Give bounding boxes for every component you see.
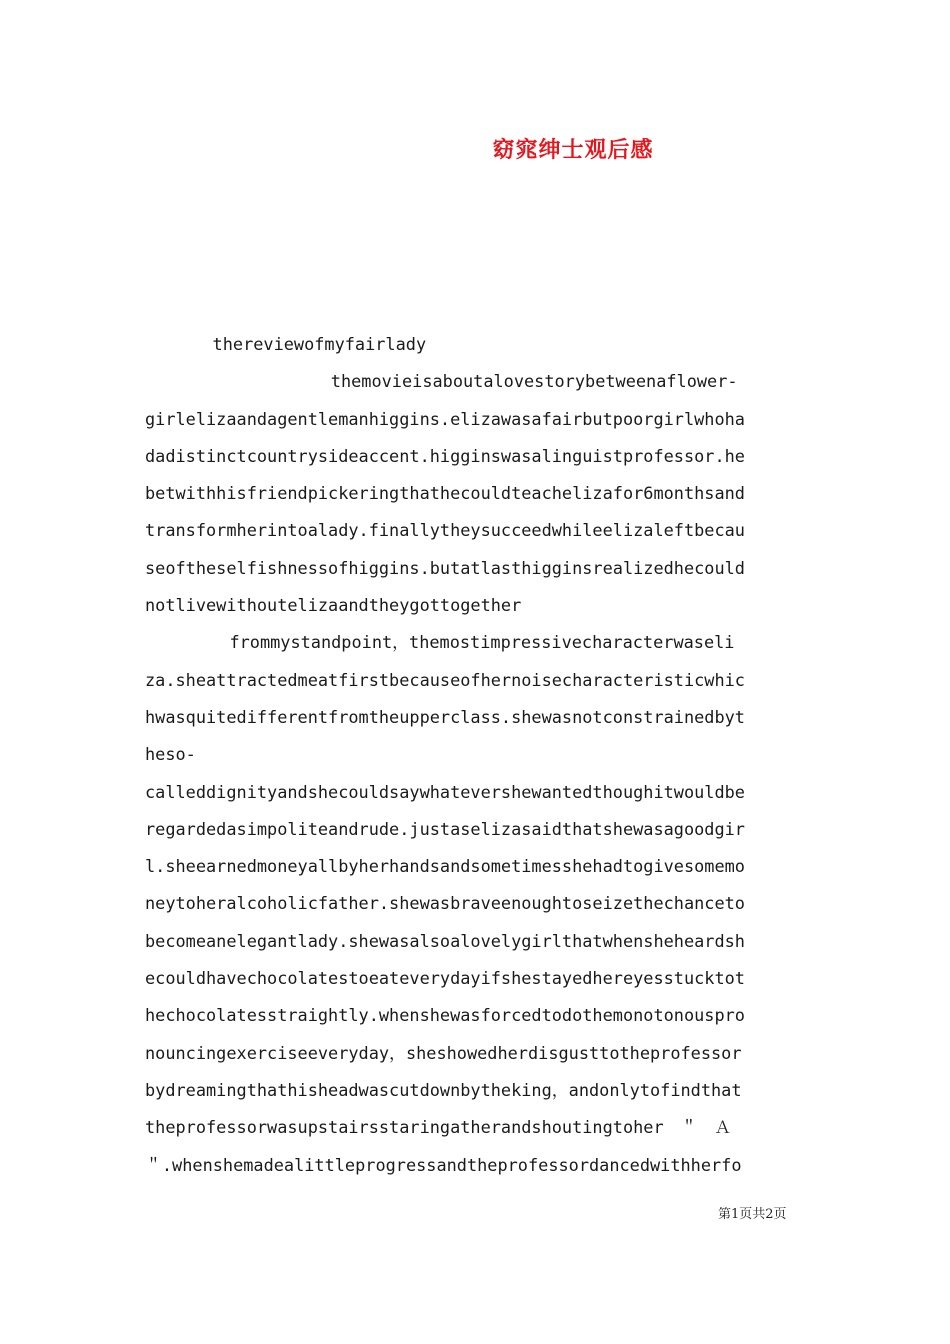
body-line: calleddignityandshecouldsaywhatevershewantedthoughitwouldbe — [145, 781, 745, 802]
body-line: betwithhisfriendpickeringthathecouldteachelizafor6monthsand — [145, 483, 745, 504]
document-body — [145, 326, 810, 1184]
body-line: heso- — [145, 744, 196, 765]
page-number-footer: 第1页共2页 — [718, 1207, 787, 1222]
body-line: hwasquitedifferentfromtheupperclass.shewasnotconstrainedbyt — [145, 706, 745, 727]
body-line: neytoheralcoholicfather.shewasbraveenoughtoseizethechanceto — [145, 893, 745, 914]
body-line: transformherintoalady.finallytheysucceedwhileelizaleftbecau — [145, 520, 745, 541]
body-line: regardedasimpoliteandrude.justaselizasaidthatshewasagoodgir — [145, 818, 745, 839]
body-line: becomeanelegantlady.shewasalsoalovelygirlthatwhensheheardsh — [145, 930, 745, 951]
document-title: 窈窕绅士观后感 — [492, 137, 654, 163]
body-line: dadistinctcountrysideaccent.higginswasalinguistprofessor.he — [145, 445, 745, 466]
body-line: themovieisaboutalovestorybetweenaflower- — [145, 371, 738, 392]
body-line: hechocolatesstraightly.whenshewasforcedtodothemonotonouspro — [145, 1005, 745, 1026]
body-line: l.sheearnedmoneyallbyherhandsandsometimesshehadtogivesomemo — [145, 856, 745, 877]
body-line: seoftheselfishnessofhiggins.butatlasthigginsrealizedhecould — [145, 557, 745, 578]
body-line: theprofessorwasupstairsstaringatherandshoutingtoher ＂ Ａ — [145, 1117, 732, 1138]
body-line: thereviewofmyfairlady — [145, 334, 427, 354]
body-line: notlivewithoutelizaandtheygottogether — [145, 595, 522, 616]
body-line: frommystandpoint，themostimpressivecharacterwaseli — [145, 632, 735, 653]
body-line: za.sheattractedmeatfirstbecauseofhernoisecharacteristicwhic — [145, 669, 745, 690]
body-line: ecouldhavechocolatestoeateverydayifshestayedhereyesstucktot — [145, 968, 745, 989]
body-line: bydreamingthathisheadwascutdownbytheking，andonlytofindthat — [145, 1079, 742, 1100]
body-line: nouncingexerciseeveryday，sheshowedherdisgusttotheprofessor — [145, 1042, 742, 1063]
body-line: girlelizaandagentlemanhiggins.elizawasafairbutpoorgirlwhoha — [145, 408, 745, 429]
body-line: ＂.whenshemadealittleprogressandtheprofessordancedwithherfo — [145, 1154, 742, 1175]
